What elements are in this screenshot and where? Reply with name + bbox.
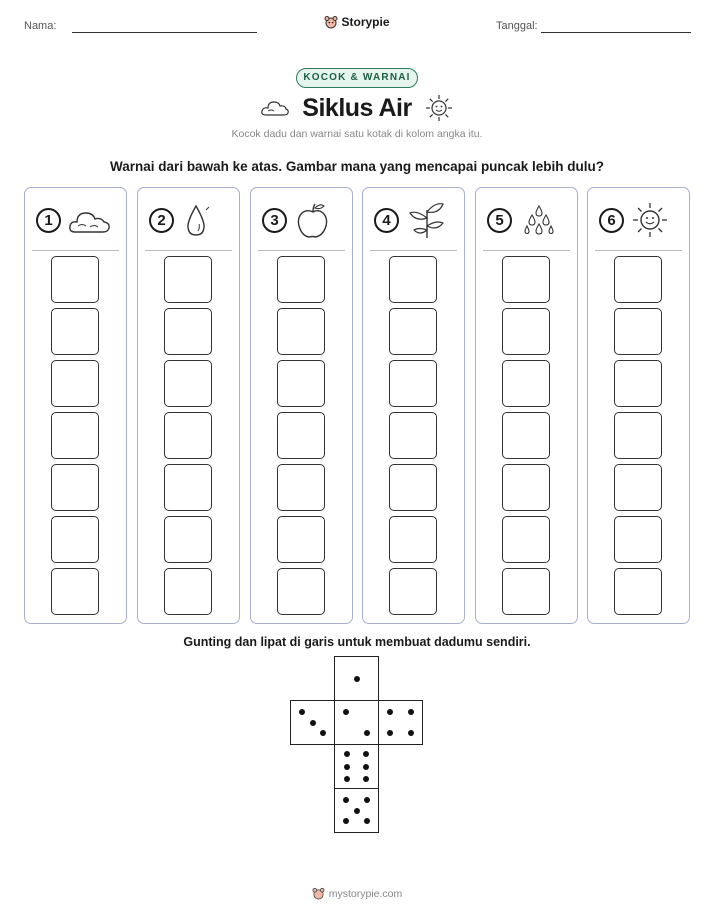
cut-instruction: Gunting dan lipat di garis untuk membuat dadumu sendiri.: [183, 635, 531, 649]
coloring-box[interactable]: [51, 568, 99, 615]
column-divider: [370, 250, 457, 251]
coloring-box[interactable]: [502, 568, 550, 615]
coloring-box[interactable]: [502, 516, 550, 563]
coloring-box[interactable]: [389, 256, 437, 303]
coloring-box[interactable]: [502, 412, 550, 459]
column-header: [588, 188, 689, 250]
date-label: Tanggal:: [496, 20, 538, 32]
column-divider: [258, 250, 345, 251]
apple-icon: [293, 200, 339, 240]
coloring-box[interactable]: [614, 516, 662, 563]
coloring-box[interactable]: [164, 308, 212, 355]
die-pip: [408, 730, 414, 736]
cloud-icon: [260, 97, 290, 119]
page-title: Siklus Air: [302, 93, 412, 122]
die-pip: [387, 730, 393, 736]
die-pip: [387, 709, 393, 715]
raindrops-icon: [518, 200, 564, 240]
die-pip: [344, 751, 350, 757]
die-face: [334, 700, 379, 745]
column-5: [475, 187, 578, 624]
coloring-box[interactable]: [277, 464, 325, 511]
column-1: [24, 187, 127, 624]
coloring-box[interactable]: [502, 308, 550, 355]
coloring-box[interactable]: [51, 360, 99, 407]
coloring-box[interactable]: [614, 568, 662, 615]
coloring-box[interactable]: [51, 256, 99, 303]
footer-url: mystorypie.com: [328, 887, 403, 900]
die-face: [334, 788, 379, 833]
die-pip: [343, 709, 349, 715]
cloud-icon: [67, 200, 113, 240]
die-pip: [363, 764, 369, 770]
column-number: 6: [599, 208, 624, 233]
die-pip: [343, 797, 349, 803]
water-drop-icon: [180, 200, 226, 240]
footer: [0, 887, 714, 905]
die-pip: [343, 818, 349, 824]
die-pip: [344, 776, 350, 782]
sun-icon: [630, 200, 676, 240]
column-number: 3: [262, 208, 287, 233]
storypie-mascot-icon: [324, 15, 338, 29]
column-header: [138, 188, 239, 250]
column-number: 4: [374, 208, 399, 233]
coloring-box[interactable]: [502, 256, 550, 303]
coloring-box[interactable]: [277, 256, 325, 303]
column-number: 2: [149, 208, 174, 233]
die-pip: [408, 709, 414, 715]
column-2: [137, 187, 240, 624]
column-6: [587, 187, 690, 624]
die-pip: [364, 730, 370, 736]
die-face: [378, 700, 423, 745]
coloring-box[interactable]: [51, 412, 99, 459]
column-divider: [595, 250, 682, 251]
column-header: [25, 188, 126, 250]
die-pip: [364, 797, 370, 803]
title-row: [0, 90, 714, 126]
die-pip: [363, 776, 369, 782]
coloring-box[interactable]: [502, 360, 550, 407]
column-number: 5: [487, 208, 512, 233]
column-header: [251, 188, 352, 250]
subtitle: Kocok dadu dan warnai satu kotak di kolom angka itu.: [231, 128, 483, 140]
coloring-box[interactable]: [51, 308, 99, 355]
brand-logo: [0, 15, 714, 34]
die-pip: [354, 808, 360, 814]
coloring-box[interactable]: [164, 516, 212, 563]
brand-name: Storypie: [341, 15, 390, 29]
column-4: [362, 187, 465, 624]
column-divider: [483, 250, 570, 251]
die-pip: [299, 709, 305, 715]
coloring-box[interactable]: [389, 568, 437, 615]
coloring-box[interactable]: [502, 464, 550, 511]
column-header: [363, 188, 464, 250]
coloring-box[interactable]: [389, 412, 437, 459]
coloring-box[interactable]: [277, 568, 325, 615]
coloring-box[interactable]: [389, 360, 437, 407]
name-label: Nama:: [24, 20, 57, 32]
storypie-mascot-icon: [312, 887, 325, 900]
sun-icon: [424, 93, 454, 123]
coloring-box[interactable]: [277, 360, 325, 407]
coloring-box[interactable]: [164, 360, 212, 407]
coloring-box[interactable]: [389, 516, 437, 563]
die-pip: [364, 818, 370, 824]
die-face: [290, 700, 335, 745]
die-face: [334, 656, 379, 701]
die-face: [334, 744, 379, 789]
coloring-box[interactable]: [389, 308, 437, 355]
coloring-box[interactable]: [51, 464, 99, 511]
coloring-box[interactable]: [164, 256, 212, 303]
coloring-box[interactable]: [51, 516, 99, 563]
coloring-box[interactable]: [389, 464, 437, 511]
coloring-box[interactable]: [614, 412, 662, 459]
die-pip: [363, 751, 369, 757]
coloring-box[interactable]: [614, 360, 662, 407]
die-pip: [354, 676, 360, 682]
coloring-box[interactable]: [277, 516, 325, 563]
column-3: [250, 187, 353, 624]
coloring-box[interactable]: [614, 256, 662, 303]
coloring-box[interactable]: [277, 412, 325, 459]
die-pip: [320, 730, 326, 736]
coloring-box[interactable]: [164, 412, 212, 459]
instruction: Warnai dari bawah ke atas. Gambar mana yang mencapai puncak lebih dulu?: [110, 159, 604, 174]
coloring-box[interactable]: [164, 568, 212, 615]
die-pip: [310, 720, 316, 726]
column-number: 1: [36, 208, 61, 233]
coloring-box[interactable]: [277, 308, 325, 355]
coloring-box[interactable]: [614, 308, 662, 355]
activity-badge: KOCOK & WARNAI: [296, 68, 418, 88]
column-divider: [32, 250, 119, 251]
column-header: [476, 188, 577, 250]
plant-icon: [405, 200, 451, 240]
coloring-box[interactable]: [614, 464, 662, 511]
die-pip: [344, 764, 350, 770]
coloring-box[interactable]: [164, 464, 212, 511]
column-divider: [145, 250, 232, 251]
